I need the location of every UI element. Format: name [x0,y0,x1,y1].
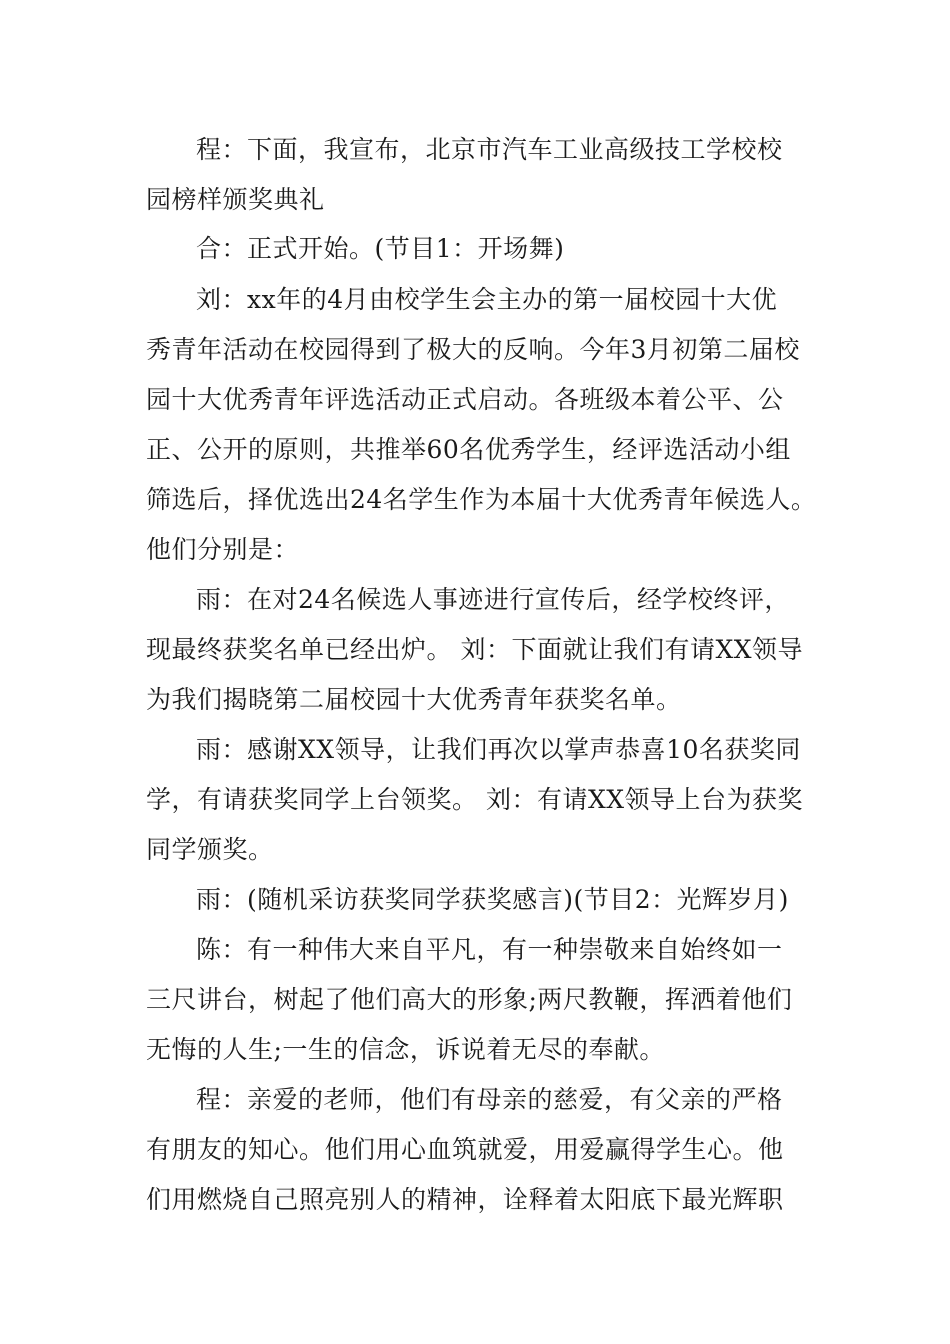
text-line: 刘：xx年的4月由校学生会主办的第一届校园十大优 [196,285,778,314]
text-line: 秀青年活动在校园得到了极大的反响。今年3月初第二届校 [146,335,800,364]
text-line: 程：亲爱的老师，他们有母亲的慈爱，有父亲的严格 [196,1085,783,1114]
text-line: 园十大优秀青年评选活动正式启动。各班级本着公平、公 [146,385,784,414]
text-line: 现最终获奖名单已经出炉。 刘：下面就让我们有请XX领导 [146,635,804,664]
text-line: 们用燃烧自己照亮别人的精神，诠释着太阳底下最光辉职 [146,1185,784,1214]
text-line: 三尺讲台，树起了他们高大的形象;两尺教鞭，挥洒着他们 [146,985,793,1014]
text-line: 合：正式开始。(节目1：开场舞) [196,234,565,263]
text-line: 园榜样颁奖典礼 [146,185,325,214]
text-line: 雨：感谢XX领导，让我们再次以掌声恭喜10名获奖同 [196,735,801,764]
text-line: 无悔的人生;一生的信念，诉说着无尽的奉献。 [146,1035,665,1064]
text-line: 雨：(随机采访获奖同学获奖感言)(节目2：光辉岁月) [196,885,789,914]
text-line: 学，有请获奖同学上台领奖。 刘：有请XX领导上台为获奖 [146,785,804,814]
text-line: 程：下面，我宣布，北京市汽车工业高级技工学校校 [196,135,783,164]
text-line: 有朋友的知心。他们用心血筑就爱，用爱赢得学生心。他 [146,1135,784,1164]
text-line: 正、公开的原则，共推举60名优秀学生，经评选活动小组 [146,435,791,464]
text-line: 他们分别是： [146,535,300,564]
text-line: 为我们揭晓第二届校园十大优秀青年获奖名单。 [146,685,682,714]
text-line: 陈：有一种伟大来自平凡，有一种崇敬来自始终如一 [196,935,783,964]
text-line: 同学颁奖。 [146,835,274,864]
text-line: 雨：在对24名候选人事迹进行宣传后，经学校终评， [196,585,790,614]
text-line: 筛选后，择优选出24名学生作为本届十大优秀青年候选人。 [146,485,817,514]
